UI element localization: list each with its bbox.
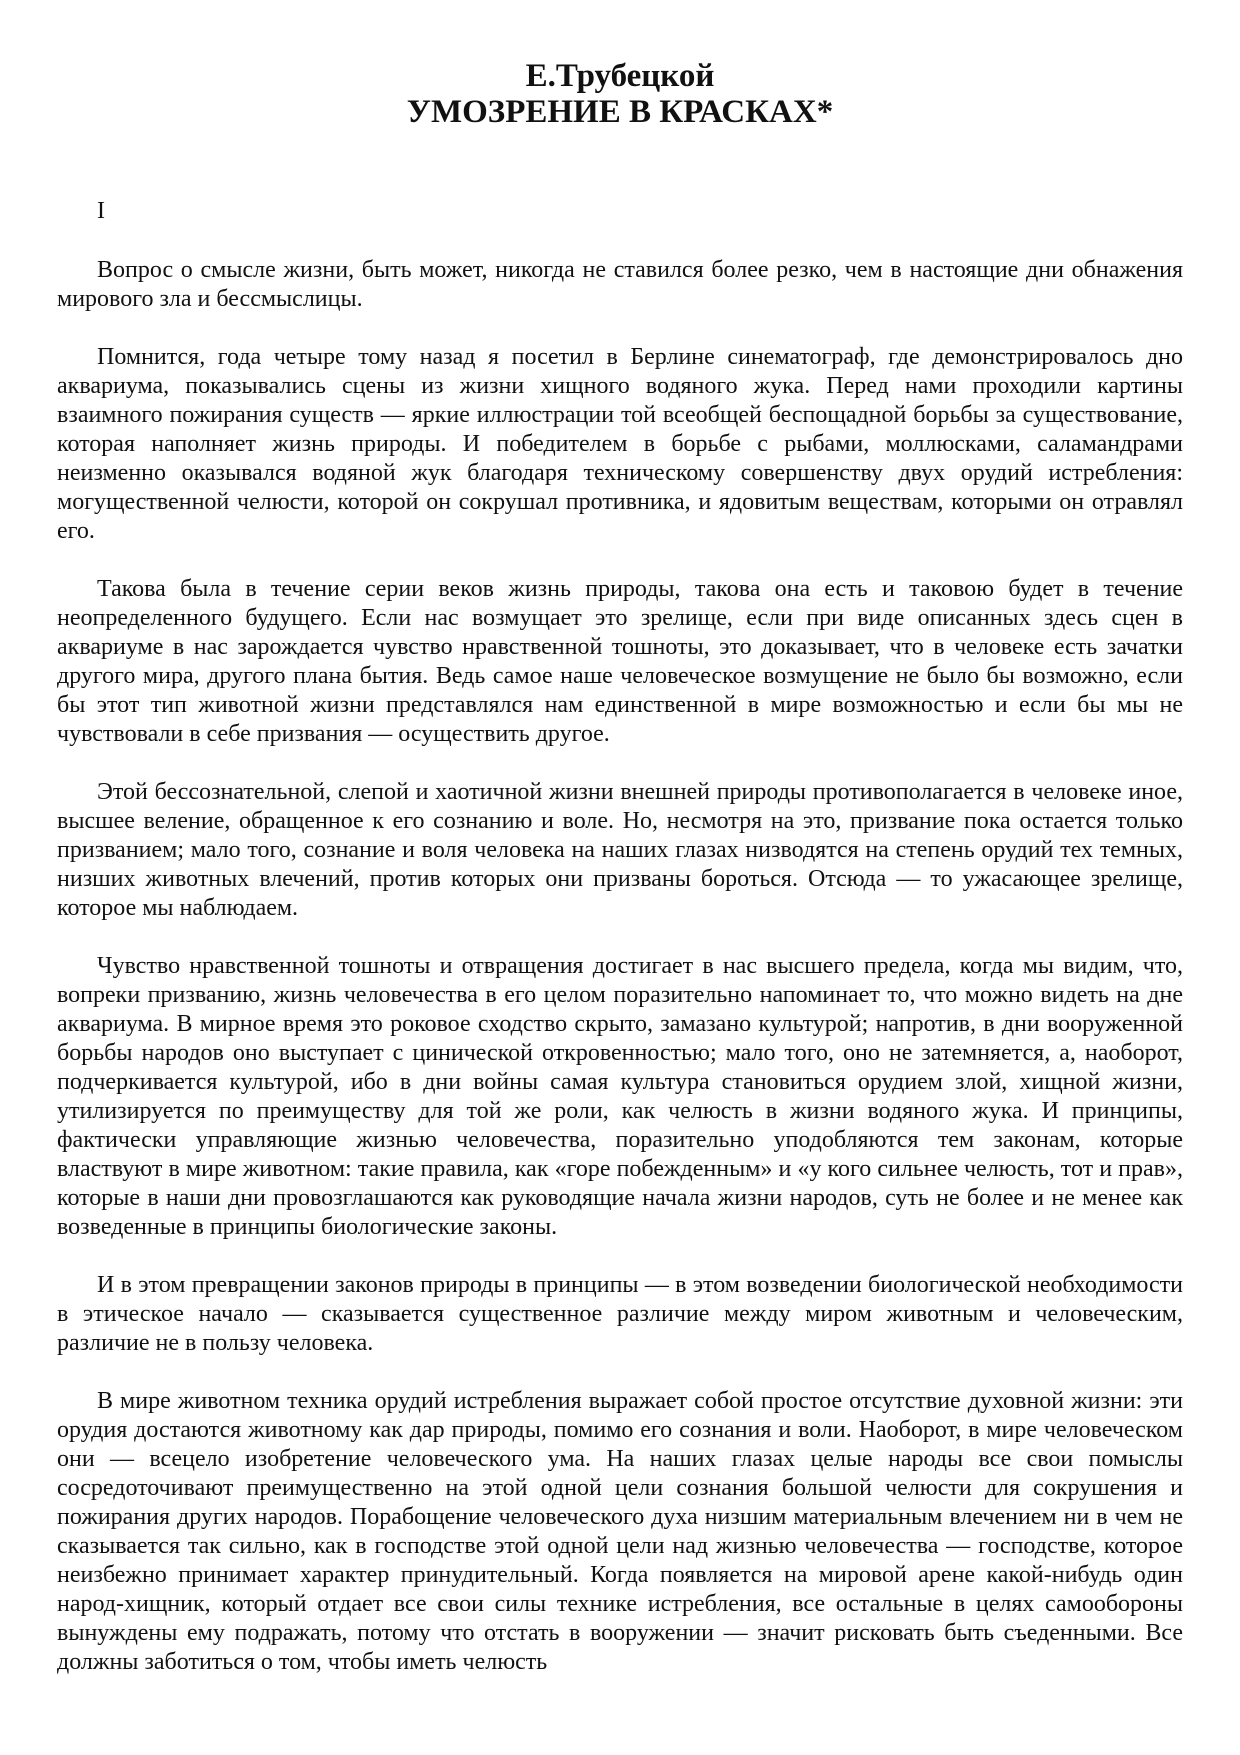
paragraph: Такова была в течение серии веков жизнь природы, такова она есть и таковою будет в течение неопределенного будущего. Если нас возмущает это зрелище, если при виде описанных здесь сцен в аквариуме в нас зарождается чувство нравственной тошноты, это доказывает, что в человеке есть зачатки другого мира, другого плана бытия. Ведь самое наше человеческое возмущение не было бы возможно, если бы этот тип животной жизни представлялся нам единственной в мире возможностью и если бы мы не чувствовали в себе призвания — осуществить другое. bbox=[57, 576, 1183, 747]
paragraph: И в этом превращении законов природы в принципы — в этом возведении биологической необходимости в этическое начало — сказывается существенное различие между миром животным и человеческим, различие не в пользу человека. bbox=[57, 1272, 1183, 1356]
paragraph: Помнится, года четыре тому назад я посетил в Берлине синематограф, где демонстрировалось дно аквариума, показывались сцены из жизни хищного водяного жука. Перед нами проходили картины взаимного пожирания существ — яркие иллюстрации той всеобщей беспощадной борьбы за существование, которая наполняет жизнь природы. И победителем в борьбе с рыбами, моллюсками, саламандрами неизменно оказывался водяной жук благодаря техническому совершенству двух орудий истребления: могущественной челюсти, которой он сокрушал противника, и ядовитым веществам, которыми он отравлял его. bbox=[57, 344, 1183, 544]
paragraph: Чувство нравственной тошноты и отвращения достигает в нас высшего предела, когда мы видим, что, вопреки призванию, жизнь человечества в его целом поразительно напоминает то, что можно видеть на дне аквариума. В мирное время это роковое сходство скрыто, замазано культурой; напротив, в дни вооруженной борьбы народов оно выступает с цинической откровенностью; мало того, оно не затемняется, а, наоборот, подчеркивается культурой, ибо в дни войны самая культура становиться орудием злой, хищной жизни, утилизируется по преимуществу для той же роли, как челюсть в жизни водяного жука. И принципы, фактически управляющие жизнью человечества, поразительно уподобляются тем законам, которые властвуют в мире животном: такие правила, как «горе побежденным» и «у кого сильнее челюсть, тот и прав», которые в наши дни провозглашаются как руководящие начала жизни народов, суть не более и не менее как возведенные в принципы биологические законы. bbox=[57, 953, 1183, 1240]
paragraph: Вопрос о смысле жизни, быть может, никогда не ставился более резко, чем в настоящие дни обнажения мирового зла и бессмыслицы. bbox=[57, 257, 1183, 312]
body-text bbox=[57, 256, 1183, 1677]
document-title: УМОЗРЕНИЕ В КРАСКАХ* bbox=[406, 94, 834, 130]
author-heading: Е.Трубецкой bbox=[525, 58, 715, 94]
paragraph: Этой бессознательной, слепой и хаотичной жизни внешней природы противополагается в человеке иное, высшее веление, обращенное к его сознанию и воле. Но, несмотря на это, призвание пока остается только призванием; мало того, сознание и воля человека на наших глазах низводятся на степень орудий тех темных, низших животных влечений, против которых они призваны бороться. Отсюда — то ужасающее зрелище, которое мы наблюдаем. bbox=[57, 779, 1183, 921]
paragraph: В мире животном техника орудий истребления выражает собой простое отсутствие духовной жизни: эти орудия достаются животному как дар природы, помимо его сознания и воли. Наоборот, в мире человеческом они — всецело изобретение человеческого ума. На наших глазах целые народы все свои помыслы сосредоточивают преимущественно на этой одной цели сознания большой челюсти для сокрушения и пожирания других народов. Порабощение человеческого духа низшим материальным влечением ни в чем не сказывается так сильно, как в господстве этой одной цели над жизнью человечества — господстве, которое неизбежно принимает характер принудительный. Когда появляется на мировой арене какой-нибудь один народ-хищник, который отдает все свои силы технике истребления, все остальные в целях самообороны вынуждены ему подражать, потому что отстать в вооружении — значит рисковать быть съеденными. Все должны заботиться о том, чтобы иметь челюсть bbox=[57, 1388, 1183, 1675]
document-page bbox=[57, 58, 1183, 1706]
chapter-number: I bbox=[97, 198, 105, 224]
